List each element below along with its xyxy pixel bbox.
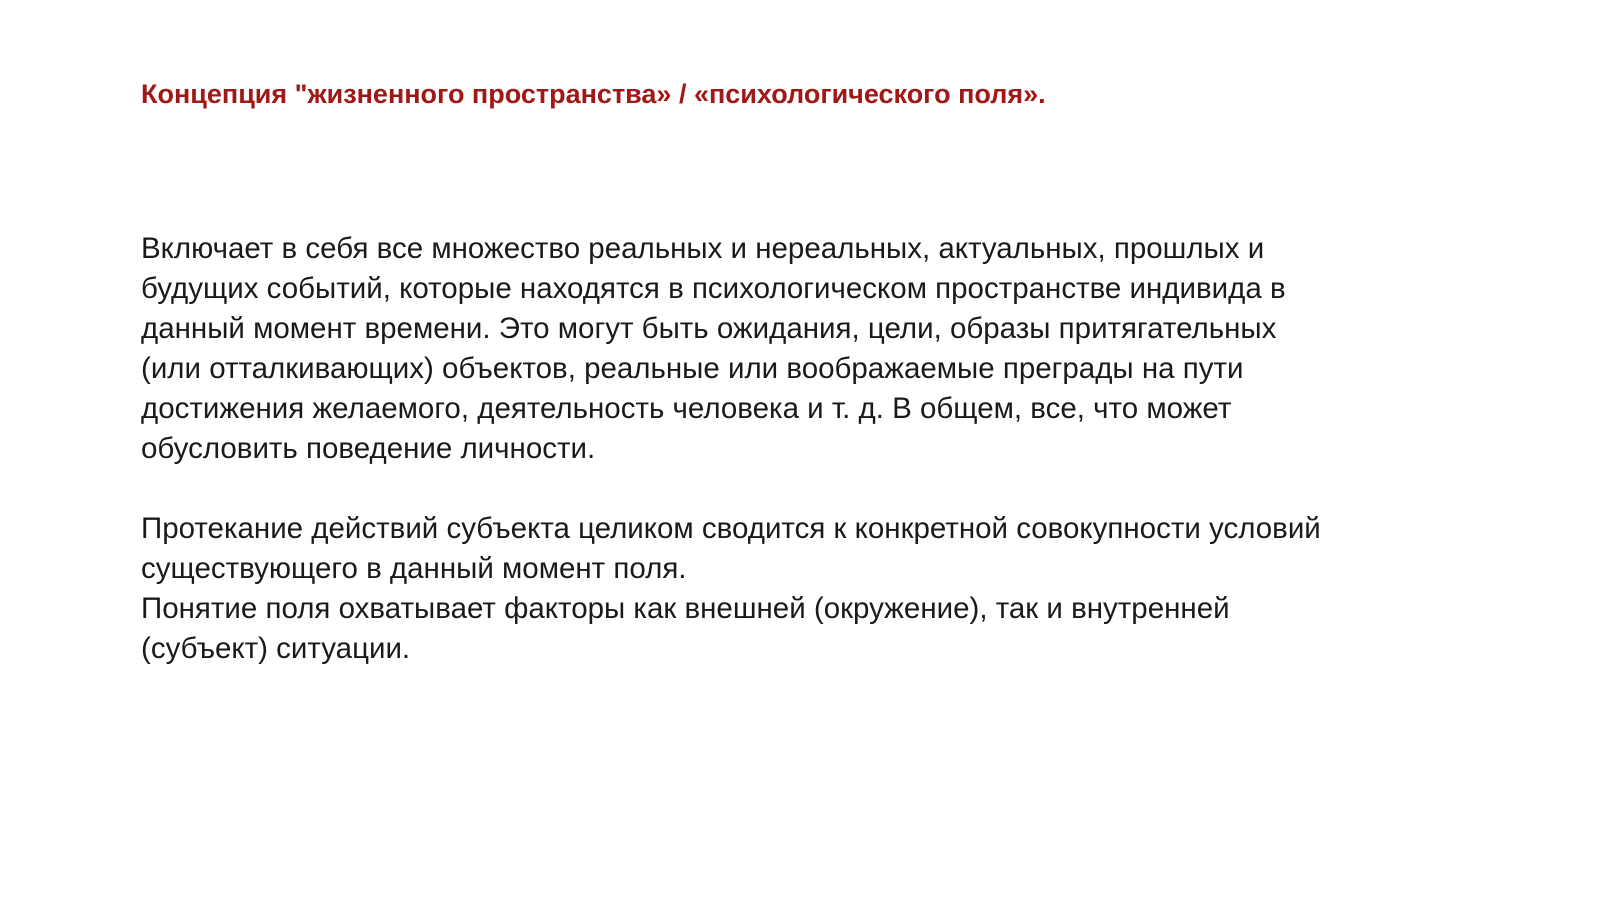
slide-title: Концепция "жизненного пространства» / «психологического поля». xyxy=(141,79,1046,109)
paragraph-line: (субъект) ситуации. xyxy=(141,632,411,665)
paragraph-line: Включает в себя все множество реальных и нереальных, актуальных, прошлых и xyxy=(141,232,1265,265)
paragraph-field-conditions xyxy=(141,509,1541,669)
paragraph-line: (или отталкивающих) объектов, реальные или воображаемые преграды на пути xyxy=(141,352,1244,385)
paragraph-line: существующего в данный момент поля. xyxy=(141,552,687,585)
paragraph-line: достижения желаемого, деятельность человека и т. д. В общем, все, что может xyxy=(141,392,1232,425)
paragraph-line: Понятие поля охватывает факторы как внешней (окружение), так и внутренней xyxy=(141,592,1230,625)
paragraph-life-space xyxy=(141,229,1541,469)
paragraph-line: обусловить поведение личности. xyxy=(141,432,596,465)
paragraph-line: данный момент времени. Это могут быть ожидания, цели, образы притягательных xyxy=(141,312,1277,345)
paragraph-line: будущих событий, которые находятся в психологическом пространстве индивида в xyxy=(141,272,1286,305)
paragraph-line: Протекание действий субъекта целиком сводится к конкретной совокупности условий xyxy=(141,512,1321,545)
